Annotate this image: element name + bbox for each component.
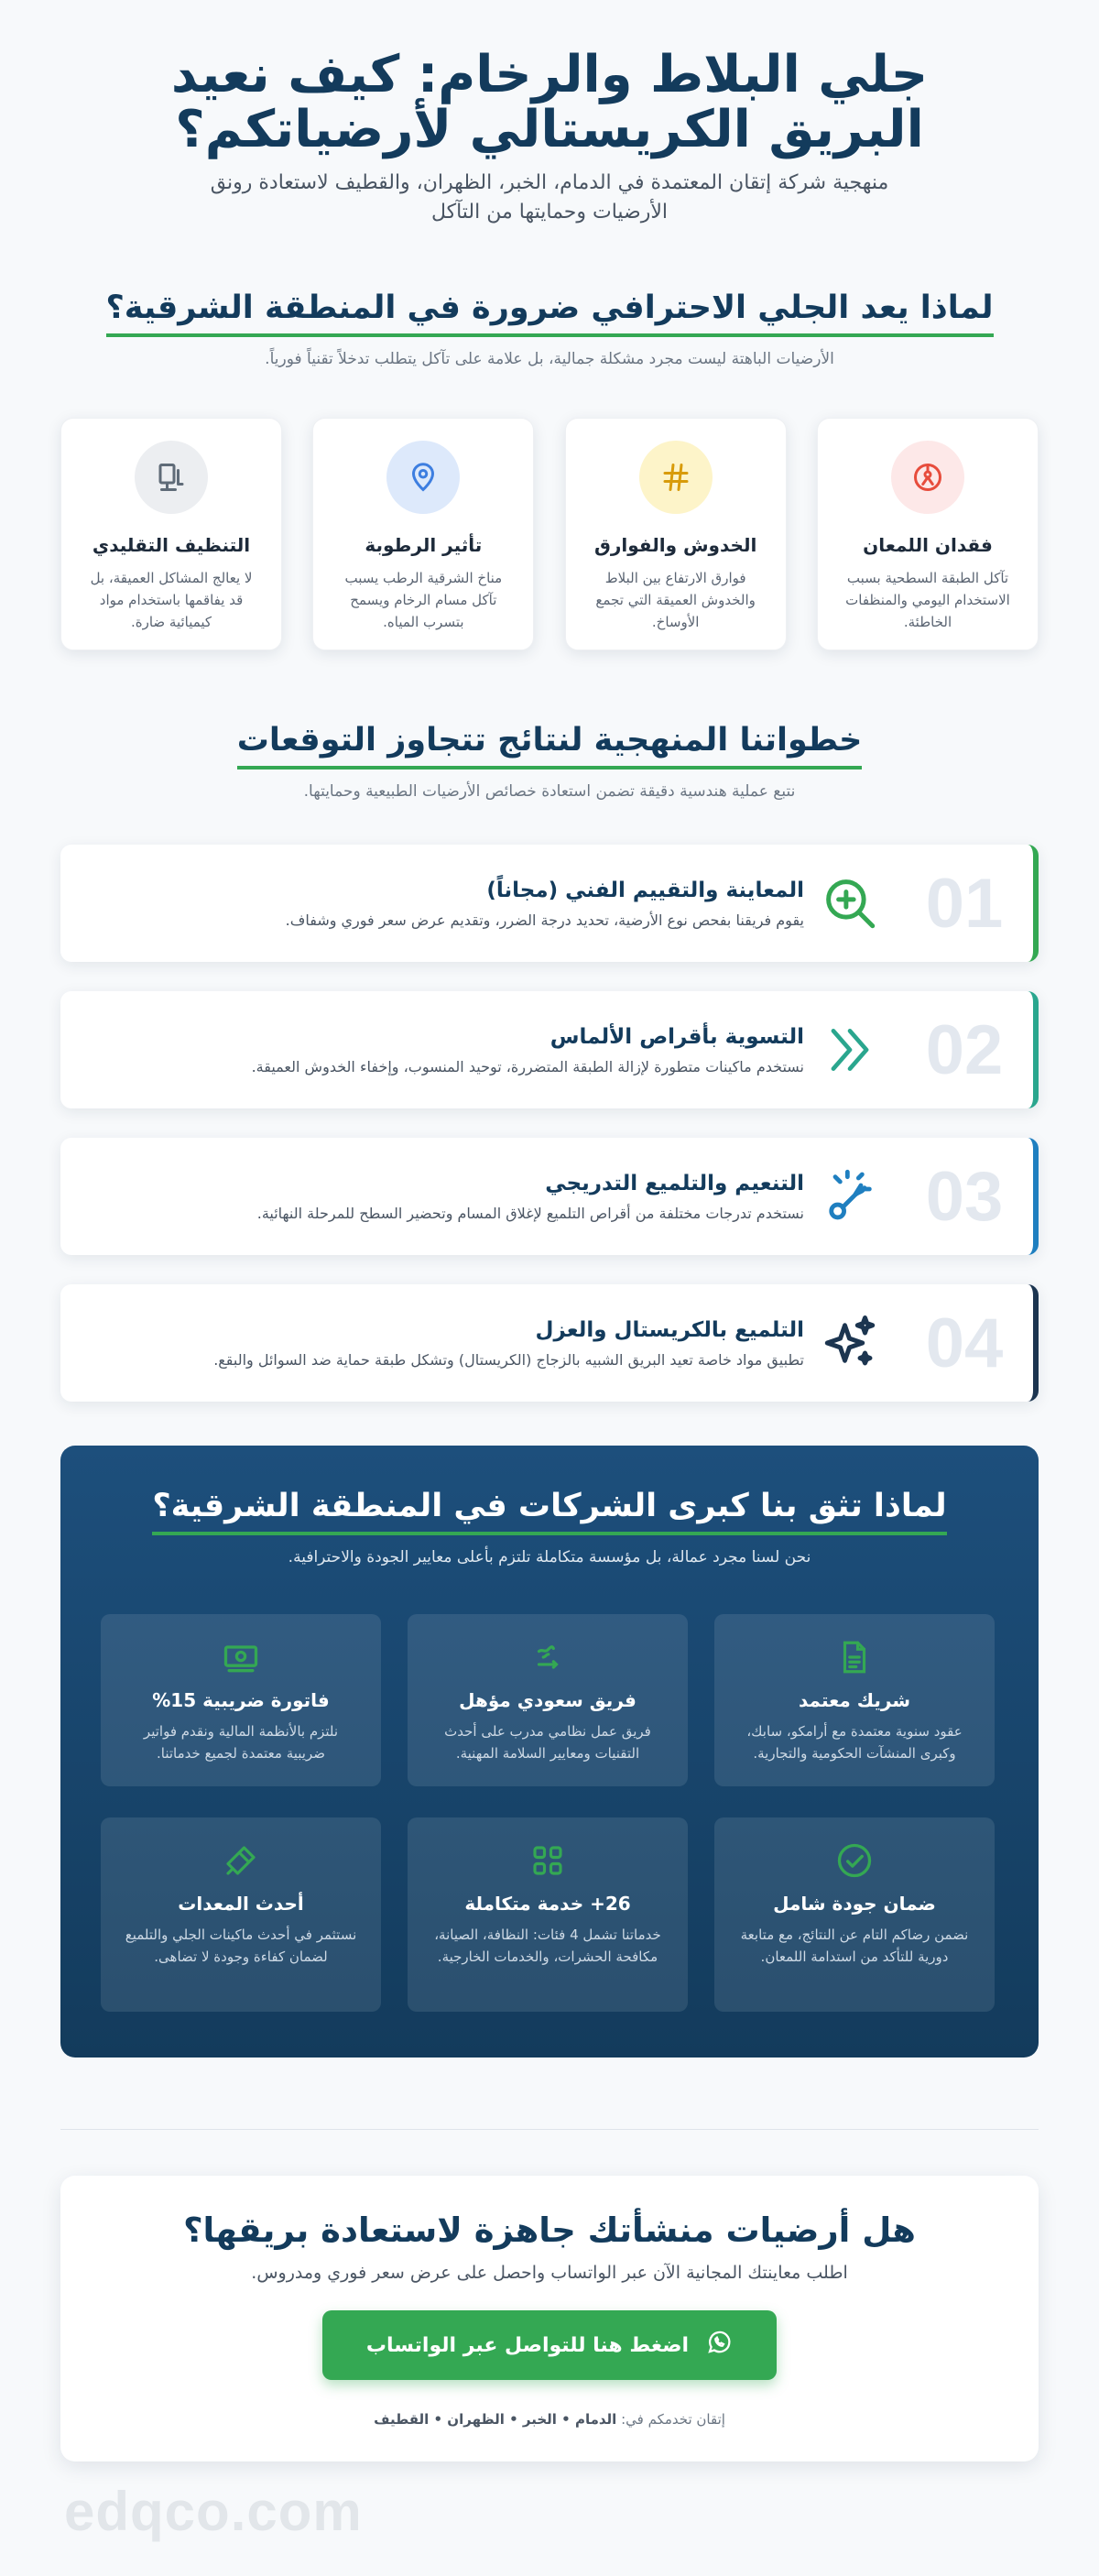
problem-card-title: تأثير الرطوبة xyxy=(365,534,483,556)
problems-subtitle: الأرضيات الباهتة ليست مجرد مشكلة جمالية، بل علامة على تآكل يتطلب تدخلاً تقنياً فورياً. xyxy=(265,350,834,368)
steps-section xyxy=(60,722,1039,1402)
trust-card-text: نضمن رضاكم التام عن النتائج، مع متابعة دورية للتأكد من استدامة اللمعان. xyxy=(740,1927,969,1965)
step-title: المعاينة والتقييم الفني (مجاناً) xyxy=(486,878,804,902)
polish-icon xyxy=(804,1167,896,1226)
compass-icon xyxy=(891,441,964,514)
problem-card-title: الخدوش والفوارق xyxy=(594,534,757,556)
step-title: التلميع بالكريستال والعزل xyxy=(535,1317,804,1342)
cta-subtitle: اطلب معاينتك المجانية الآن عبر الواتساب واحصل على عرض سعر فوري ومدروس. xyxy=(251,2263,848,2283)
problem-card-text: تآكل الطبقة السطحية بسبب الاستخدام اليومي والمنظفات الخاطئة. xyxy=(845,570,1010,630)
trust-card xyxy=(408,1614,688,1786)
hero-subtitle: منهجية شركة إتقان المعتمدة في الدمام، الخبر، الظهران، والقطيف لاستعادة رونق الأرضيات وحمايتها من التآكل xyxy=(210,171,889,224)
whatsapp-icon xyxy=(705,2329,733,2362)
location-pin-icon xyxy=(386,441,460,514)
trust-card-title: 26+ خدمة متكاملة xyxy=(464,1893,631,1915)
step-number: 01 xyxy=(925,864,1004,943)
trust-card-text: فريق عمل نظامي مدرب على أحدث التقنيات ومعايير السلامة المهنية. xyxy=(444,1723,651,1762)
problem-card xyxy=(565,418,787,650)
chevrons-icon xyxy=(804,1021,896,1078)
step-card xyxy=(60,1284,1039,1402)
step-card xyxy=(60,991,1039,1108)
cities-label: إتقان تخدمكم في: xyxy=(621,2411,725,2428)
problem-card-title: التنظيف التقليدي xyxy=(92,534,251,556)
trust-title: لماذا تثق بنا كبرى الشركات في المنطقة الشرقية؟ xyxy=(152,1488,946,1535)
trust-card-title: أحدث المعدات xyxy=(178,1893,304,1915)
step-card xyxy=(60,1138,1039,1255)
trust-card-title: فريق سعودي مؤهل xyxy=(459,1689,637,1711)
problem-card-title: فقدان اللمعان xyxy=(863,534,993,556)
trust-card xyxy=(714,1817,995,2012)
trust-card-title: ضمان جودة شامل xyxy=(773,1893,936,1915)
step-title: التنعيم والتلميع التدريجي xyxy=(545,1171,804,1195)
trust-card-title: شريك معتمد xyxy=(798,1689,910,1711)
trust-card xyxy=(714,1614,995,1786)
section-divider xyxy=(60,2129,1039,2130)
invoice-icon xyxy=(125,1634,357,1680)
grid-icon xyxy=(431,1838,664,1883)
tools-icon xyxy=(125,1838,357,1883)
cities-list: الدمام • الخبر • الظهران • القطيف xyxy=(374,2411,617,2428)
step-number: 04 xyxy=(925,1304,1004,1382)
step-text: نستخدم تدرجات مختلفة من أقراص التلميع لإغلاق المسام وتحضير السطح للمرحلة النهائية. xyxy=(256,1204,804,1222)
monitor-icon xyxy=(135,441,208,514)
page-title: جلي البلاط والرخام: كيف نعيد البريق الكريستالي لأرضياتكم؟ xyxy=(170,45,929,159)
watermark: edqco.com xyxy=(64,2481,363,2542)
steps-subtitle: نتبع عملية هندسية دقيقة تضمن استعادة خصائص الأرضيات الطبيعية وحمايتها. xyxy=(303,782,796,801)
steps-title: خطواتنا المنهجية لنتائج تتجاوز التوقعات xyxy=(237,722,863,770)
trust-section xyxy=(60,1446,1039,2058)
problem-card xyxy=(60,418,282,650)
step-text: نستخدم ماكينات متطورة لإزالة الطبقة المتضررة، توحيد المنسوب، وإخفاء الخدوش العميقة. xyxy=(251,1057,804,1075)
trust-card xyxy=(408,1817,688,2012)
problems-title: لماذا يعد الجلي الاحترافي ضرورة في المنطقة الشرقية؟ xyxy=(106,289,994,337)
step-text: تطبيق مواد خاصة تعيد البريق الشبيه بالزجاج (الكريستال) وتشكل طبقة حماية ضد السوائل والبقع. xyxy=(213,1350,804,1369)
zoom-in-icon xyxy=(804,873,896,933)
whatsapp-button-label: اضغط هنا للتواصل عبر الواتساب xyxy=(365,2333,690,2357)
trust-card xyxy=(101,1817,381,2012)
problem-card-text: مناخ الشرقية الرطب يسبب تآكل مسام الرخام ويسمح بتسرب المياه. xyxy=(344,570,503,630)
trust-card-text: عقود سنوية معتمدة مع أرامكو، سابك، وكبرى المنشآت الحكومية والتجارية. xyxy=(746,1723,963,1762)
trust-card xyxy=(101,1614,381,1786)
problem-card-text: لا يعالج المشاكل العميقة، بل قد يفاقمها باستخدام مواد كيميائية ضارة. xyxy=(90,570,253,630)
hash-icon xyxy=(639,441,713,514)
trust-card-text: نلتزم بالأنظمة المالية ونقدم فواتير ضريبية معتمدة لجميع خدماتنا. xyxy=(143,1723,339,1762)
trust-card-title: فاتورة ضريبية 15% xyxy=(152,1689,330,1711)
step-title: التسوية بأقراص الألماس xyxy=(550,1024,804,1049)
document-icon xyxy=(738,1634,971,1680)
problems-section xyxy=(60,289,1039,650)
sparkles-icon xyxy=(804,1313,896,1373)
problem-card-text: فوارق الارتفاع بين البلاط والخدوش العميقة التي تجمع الأوساخ. xyxy=(595,570,756,630)
cta-section xyxy=(60,2176,1039,2461)
cta-title: هل أرضيات منشأتك جاهزة لاستعادة بريقها؟ xyxy=(183,2210,916,2250)
whatsapp-button[interactable] xyxy=(322,2310,777,2380)
step-number: 02 xyxy=(925,1010,1004,1089)
trust-card-text: نستثمر في أحدث ماكينات الجلي والتلميع لضمان كفاءة وجودة لا تضاهى. xyxy=(125,1927,357,1965)
service-cities xyxy=(60,2411,1039,2428)
step-card xyxy=(60,845,1039,962)
trust-card-text: خدماتنا تشمل 4 فئات: النظافة، الصيانة، مكافحة الحشرات، والخدمات الخارجية. xyxy=(434,1927,661,1965)
saudi-flag-icon xyxy=(431,1634,664,1680)
step-number: 03 xyxy=(925,1157,1004,1236)
hero-section xyxy=(60,0,1039,227)
problem-card xyxy=(312,418,534,650)
step-text: يقوم فريقنا بفحص نوع الأرضية، تحديد درجة الضرر، وتقديم عرض سعر فوري وشفاف. xyxy=(285,911,804,929)
trust-subtitle: نحن لسنا مجرد عمالة، بل مؤسسة متكاملة تلتزم بأعلى معايير الجودة والاحترافية. xyxy=(288,1548,811,1566)
problem-card xyxy=(817,418,1039,650)
check-circle-icon xyxy=(738,1838,971,1883)
